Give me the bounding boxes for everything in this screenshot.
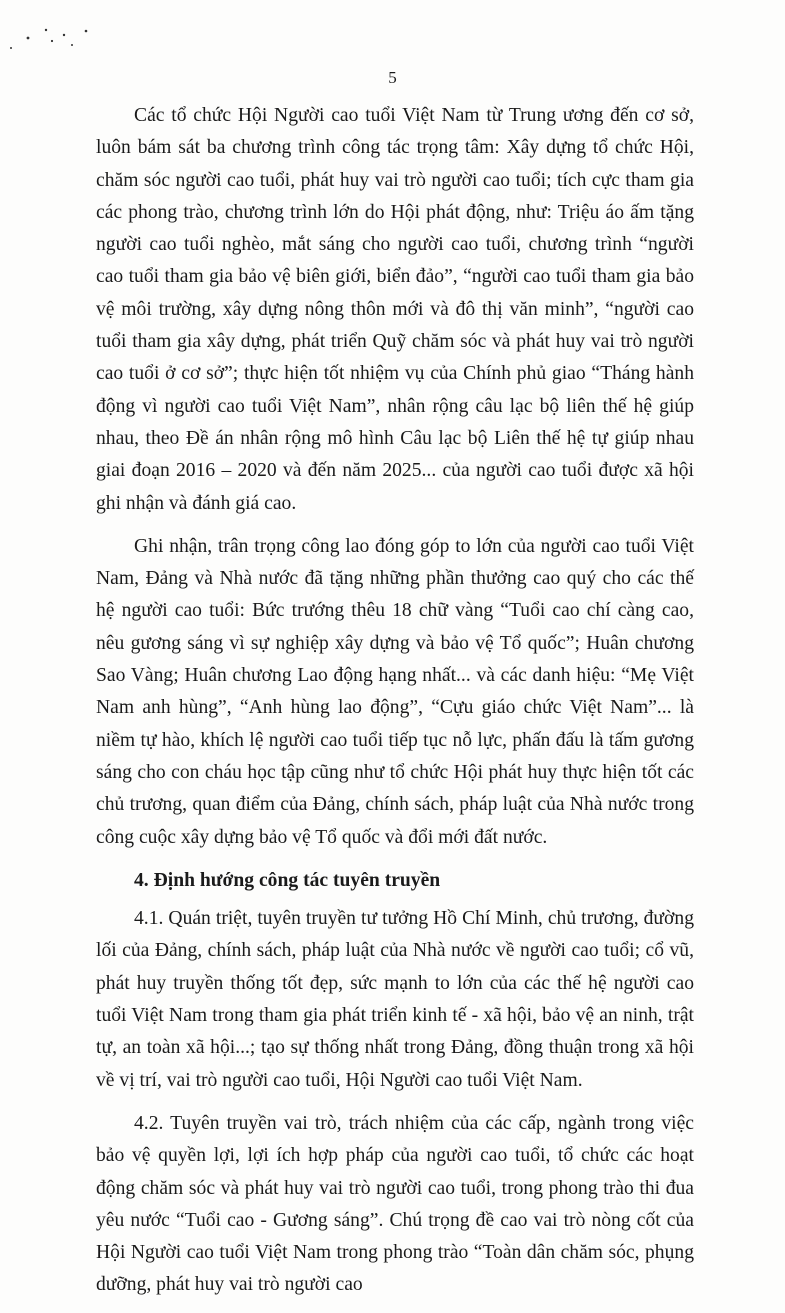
page-number: 5 (388, 68, 397, 87)
paragraph-4-1: 4.1. Quán triệt, tuyên truyền tư tưởng Hồ Chí Minh, chủ trương, đường lối của Đảng, chính sách, pháp luật của Nhà nước về người cao tuổi; cổ vũ, phát huy truyền thống tốt đẹp, sức mạnh to lớn của các thế hệ người cao tuổi Việt Nam trong tham gia phát triển kinh tế - xã hội, bảo vệ an ninh, trật tự, an toàn xã hội...; tạo sự thống nhất trong Đảng, đồng thuận trong xã hội về vị trí, vai trò người cao tuổi, Hội Người cao tuổi Việt Nam. (96, 908, 694, 1091)
paragraph-4-2: 4.2. Tuyên truyền vai trò, trách nhiệm của các cấp, ngành trong việc bảo vệ quyền lợi, lợi ích hợp pháp của người cao tuổi, tổ chức các hoạt động chăm sóc và phát huy vai trò người cao tuổi, trong phong trào thi đua yêu nước “Tuổi cao - Gương sáng”. Chú trọng đề cao vai trò nòng cốt của Hội Người cao tuổi Việt Nam trong phong trào “Toàn dân chăm sóc, phụng dưỡng, phát huy vai trò người cao (96, 1112, 694, 1296)
paragraph-recognition: Ghi nhận, trân trọng công lao đóng góp to lớn của người cao tuổi Việt Nam, Đảng và Nhà nước đã tặng những phần thưởng cao quý cho các thế hệ người cao tuổi: Bức trướng thêu 18 chữ vàng “Tuổi cao chí càng cao, nêu gương sáng vì sự nghiệp xây dựng và bảo vệ Tổ quốc”; Huân chương Sao Vàng; Huân chương Lao động hạng nhất... và các danh hiệu: “Mẹ Việt Nam anh hùng”, “Anh hùng lao động”, “Cựu giáo chức Việt Nam”... là niềm tự hào, khích lệ người cao tuổi tiếp tục nỗ lực, phấn đấu là tấm gương sáng cho con cháu học tập cũng như tổ chức Hội phát huy thực hiện tốt các chủ trương, quan điểm của Đảng, chính sách, pháp luật của Nhà nước trong công cuộc xây dựng bảo vệ Tổ quốc và đổi mới đất nước. (96, 535, 694, 848)
document-body (96, 100, 694, 1313)
section-heading-4: 4. Định hướng công tác tuyên truyền (134, 869, 441, 891)
scan-specks (0, 0, 120, 60)
paragraph-achievements: Các tổ chức Hội Người cao tuổi Việt Nam từ Trung ương đến cơ sở, luôn bám sát ba chương trình công tác trọng tâm: Xây dựng tổ chức Hội, chăm sóc người cao tuổi, phát huy vai trò người cao tuổi; tích cực tham gia các phong trào, chương trình lớn do Hội phát động, như: Triệu áo ấm tặng người cao tuổi nghèo, mắt sáng cho người cao tuổi, chương trình “người cao tuổi tham gia bảo vệ biên giới, biển đảo”, “người cao tuổi tham gia bảo vệ môi trường, xây dựng nông thôn mới và đô thị văn minh”, “người cao tuổi tham gia xây dựng, phát triển Quỹ chăm sóc và phát huy vai trò người cao tuổi ở cơ sở”; thực hiện tốt nhiệm vụ của Chính phủ giao “Tháng hành động vì người cao tuổi Việt Nam”, nhân rộng câu lạc bộ liên thế hệ giúp nhau, theo Đề án nhân rộng mô hình Câu lạc bộ Liên thế hệ tự giúp nhau giai đoạn 2016 – 2020 và đến năm 2025... của người cao tuổi được xã hội ghi nhận và đánh giá cao. (96, 105, 694, 514)
